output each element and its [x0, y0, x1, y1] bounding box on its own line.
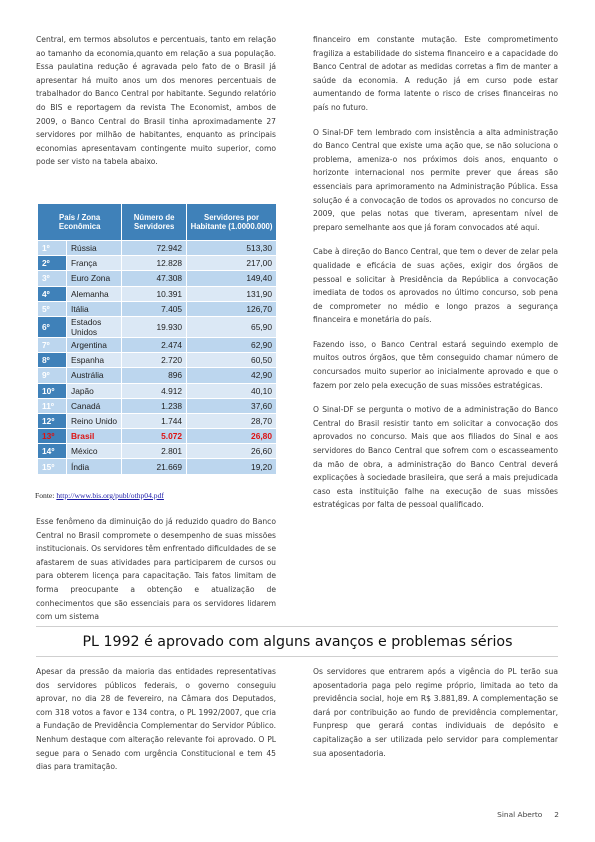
table-row: [38, 271, 277, 286]
table-header-servers: Número de Servidores: [122, 204, 187, 241]
table-row: [38, 316, 277, 337]
country-cell: Canadá: [67, 398, 122, 413]
servers-cell: 72.942: [122, 241, 187, 256]
servers-cell: 19.930: [122, 316, 187, 337]
table-row: [38, 429, 277, 444]
servers-cell: 7.405: [122, 301, 187, 316]
per-capita-cell: 126,70: [187, 301, 277, 316]
rank-cell: 14º: [38, 444, 67, 459]
table-row: [38, 301, 277, 316]
servers-cell: 2.474: [122, 337, 187, 352]
servers-cell: 1.744: [122, 413, 187, 428]
rank-cell: 12º: [38, 413, 67, 428]
country-cell: Brasil: [67, 429, 122, 444]
servers-cell: 1.238: [122, 398, 187, 413]
servers-cell: 5.072: [122, 429, 187, 444]
per-capita-cell: 19,20: [187, 459, 277, 474]
per-capita-cell: 149,40: [187, 271, 277, 286]
article-headline: PL 1992 é aprovado com alguns avanços e problemas sérios: [82, 634, 513, 650]
paragraph: financeiro em constante mutação. Este comprometimento fragiliza a estabilidade do sistema financeiro e a capacidade do Banco Central de adotar as medidas corretas a fim de manter a saúde da economia. A redução já em curso pode estar aumentando de forma latente o risco de crises financeiras no país no futuro.: [313, 35, 558, 112]
page-number: 2: [554, 810, 559, 819]
headline-top-rule: [36, 626, 558, 627]
rank-cell: 4º: [38, 286, 67, 301]
table-body: [38, 241, 277, 475]
paragraph: O Sinal-DF tem lembrado com insistência a alta administração do Banco Central que existe uma ação que, se não soluciona o problema, ameniza-o nos próximos dois anos, enquanto o horizonte internacional nos permite prever que áreas são essenciais para aprimoramento na Administração Pública. Essa solução é a convocação de todos os aprovados no concurso de 2009, que pelas notas que tiveram, apresentam nível de preparo semelhante aos que já foram convocados até aqui.: [313, 127, 558, 232]
country-cell: México: [67, 444, 122, 459]
table-header-country: País / Zona Econômica: [38, 204, 122, 241]
table-row: [38, 368, 277, 383]
country-cell: Japão: [67, 383, 122, 398]
country-cell: Espanha: [67, 353, 122, 368]
country-cell: Reino Unido: [67, 413, 122, 428]
rank-cell: 9º: [38, 368, 67, 383]
paragraph: Central, em termos absolutos e percentuais, tanto em relação ao tamanho da economia,quanto em relação a sua população. Essa paulatina redução é agravada pelo fato de o Brasil já apresentar há muito anos um dos menores percentuais de trabalhador do Banco Central por habitante. Segundo relatório do BIS e reportagem da revista The Economist, ambos de 2009, o Banco Central do Brasil tinha aproximadamente 27 servidores por milhão de habitantes, enquanto as principais economias apresentavam contingente muito superior, como pode ser visto na tabela abaixo.: [36, 35, 276, 167]
rank-cell: 7º: [38, 337, 67, 352]
rank-cell: 13º: [38, 429, 67, 444]
country-cell: Índia: [67, 459, 122, 474]
paragraph: Cabe à direção do Banco Central, que tem o dever de zelar pela qualidade e eficácia de suas ações, exigir dos órgãos de pessoal e solicitar à Presidência da República a convocação imediata de todos os aprovados no último concurso, sob pena de comprometer no médio e longo prazos a segurança financeira e monetária do país.: [313, 247, 558, 325]
country-cell: Itália: [67, 301, 122, 316]
country-cell: Rússia: [67, 241, 122, 256]
article-column-left-bottom: [36, 515, 276, 635]
servers-cell: 896: [122, 368, 187, 383]
per-capita-cell: 26,80: [187, 429, 277, 444]
country-cell: Austrália: [67, 368, 122, 383]
table-header-per-capita: Servidores por Habitante (1.0000.000): [187, 204, 277, 241]
table-row: [38, 337, 277, 352]
per-capita-cell: 37,60: [187, 398, 277, 413]
table-row: [38, 459, 277, 474]
source-label: Fonte:: [35, 491, 55, 500]
rank-cell: 8º: [38, 353, 67, 368]
rank-cell: 6º: [38, 316, 67, 337]
paragraph: Fazendo isso, o Banco Central estará seguindo exemplo de muitos outros órgãos, que têm conseguido chamar número de concursados muito superior ao inicialmente aprovado e que o fazem por zelo pela execução de suas missões estratégicas.: [313, 339, 558, 390]
paragraph: Esse fenômeno da diminuição do já reduzido quadro do Banco Central no Brasil compromete o desempenho de suas missões institucionais. Os servidores têm enfrentado dificuldades de se afastarem de suas atividades para participarem de cursos ou para obterem licença para capacitação. Tais fatos limitam de forma preocupante a obtenção e atualização de conhecimentos que são essenciais para os servidores lidarem com um sistema: [36, 517, 276, 622]
headline-bottom-rule: [36, 656, 558, 657]
publication-name: Sinal Aberto: [497, 810, 543, 819]
per-capita-cell: 40,10: [187, 383, 277, 398]
article-column-bottom-right: [313, 665, 558, 771]
page-footer: [497, 810, 559, 819]
paragraph: Apesar da pressão da maioria das entidades representativas dos servidores públicos federais, o governo conseguiu aprovar, no dia 28 de fevereiro, na Câmara dos Deputados, com 318 votos a favor e 134 contra, o PL 1992/2007, que cria a Fundação de Previdência Complementar do Servidor Público. Nenhum destaque com alteração relevante foi aprovado. O PL segue para o Senado com urgência Constitucional e tem 45 dias para tramitação.: [36, 667, 276, 772]
country-cell: Alemanha: [67, 286, 122, 301]
article-column-bottom-left: [36, 665, 276, 785]
servers-cell: 10.391: [122, 286, 187, 301]
per-capita-cell: 65,90: [187, 316, 277, 337]
rank-cell: 3º: [38, 271, 67, 286]
table-row: [38, 413, 277, 428]
per-capita-cell: 28,70: [187, 413, 277, 428]
rank-cell: 5º: [38, 301, 67, 316]
article-column-left-top: [36, 33, 276, 180]
country-cell: Estados Unidos: [67, 316, 122, 337]
rank-cell: 2º: [38, 256, 67, 271]
table-row: [38, 444, 277, 459]
rank-cell: 11º: [38, 398, 67, 413]
servers-cell: 12.828: [122, 256, 187, 271]
rank-cell: 1º: [38, 241, 67, 256]
table-row: [38, 353, 277, 368]
servers-cell: 47.308: [122, 271, 187, 286]
country-cell: Euro Zona: [67, 271, 122, 286]
per-capita-cell: 26,60: [187, 444, 277, 459]
per-capita-cell: 513,30: [187, 241, 277, 256]
per-capita-cell: 217,00: [187, 256, 277, 271]
table-row: [38, 256, 277, 271]
paragraph: O Sinal-DF se pergunta o motivo de a administração do Banco Central do Brasil resistir tanto em solicitar a convocação dos aprovados no concurso. Mais que aos filiados do Sinal e aos servidores do Banco Central que sofrem com o escasseamento da mão de obra, a administração do Banco Central deverá explicações à sociedade brasileira, que será a mais prejudicada caso esta instituição falhe na execução de suas missões estratégicas por falta de pessoal qualificado.: [313, 405, 558, 510]
country-cell: Argentina: [67, 337, 122, 352]
servers-cell: 2.801: [122, 444, 187, 459]
servers-cell: 2.720: [122, 353, 187, 368]
table-row: [38, 383, 277, 398]
servers-cell: 4.912: [122, 383, 187, 398]
table-row: [38, 398, 277, 413]
table-header-row: [38, 204, 277, 241]
country-cell: França: [67, 256, 122, 271]
per-capita-cell: 131,90: [187, 286, 277, 301]
rank-cell: 10º: [38, 383, 67, 398]
table-row: [38, 286, 277, 301]
rank-cell: 15º: [38, 459, 67, 474]
servers-cell: 21.669: [122, 459, 187, 474]
servers-per-capita-table: [37, 203, 277, 475]
table-source: [35, 491, 164, 500]
per-capita-cell: 60,50: [187, 353, 277, 368]
paragraph: Os servidores que entrarem após a vigência do PL terão sua aposentadoria paga pelo regime próprio, limitada ao teto da previdência social, hoje em R$ 3.881,89. A complementação se dará por contribuição ao fundo de previdência complementar, Funpresp que gerará contas individuais de depósito e capitalização a ser utilizada pelo servidor para complementar sua aposentadoria.: [313, 667, 558, 758]
per-capita-cell: 42,90: [187, 368, 277, 383]
source-link[interactable]: http://www.bis.org/publ/othp04.pdf: [56, 491, 164, 500]
article-column-right: [313, 33, 558, 523]
per-capita-cell: 62,90: [187, 337, 277, 352]
table-row: [38, 241, 277, 256]
